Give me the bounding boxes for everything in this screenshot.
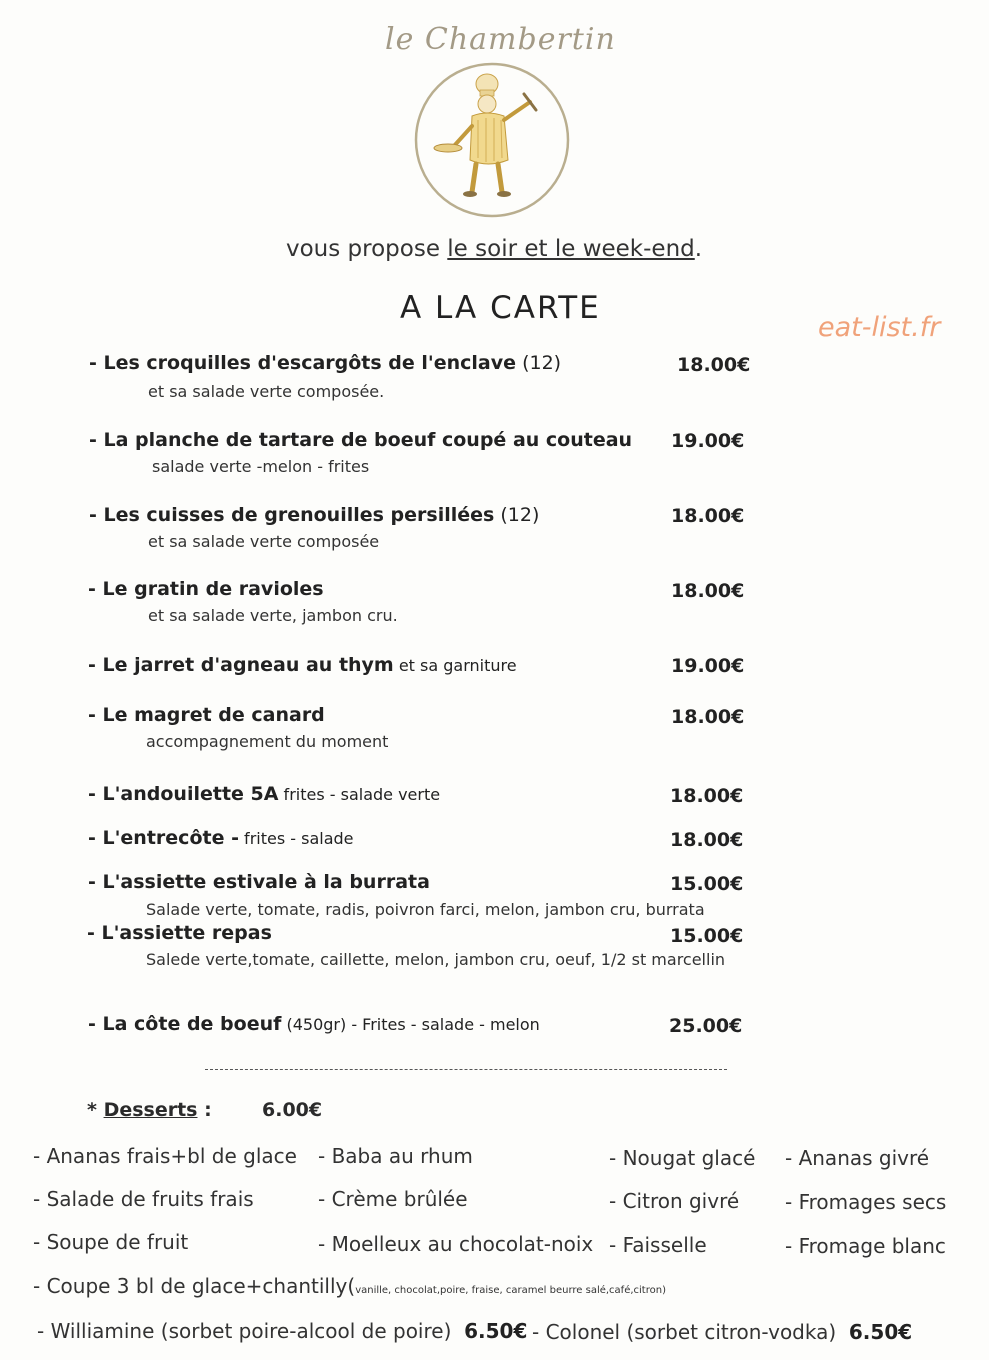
menu-item-name: - Le gratin de ravioles xyxy=(88,578,324,600)
menu-item-price: 18.00€ xyxy=(671,706,745,728)
menu-item-name: - La planche de tartare de boeuf coupé au couteau xyxy=(89,429,633,451)
menu-item-price: 25.00€ xyxy=(669,1015,743,1037)
dessert-item: - Citron givré xyxy=(609,1189,740,1213)
menu-heading: A LA CARTE xyxy=(400,290,601,326)
menu-item-name: - L'assiette estivale à la burrata xyxy=(88,871,430,893)
menu-item-price: 18.00€ xyxy=(671,505,745,527)
dessert-item: - Moelleux au chocolat-noix xyxy=(318,1232,594,1256)
menu-item-desc: et sa salade verte composée xyxy=(148,532,380,551)
restaurant-logo-text: le Chambertin xyxy=(385,22,616,57)
menu-item-desc: Salade verte, tomate, radis, poivron farci, melon, jambon cru, burrata xyxy=(146,900,705,919)
menu-item-price: 15.00€ xyxy=(670,925,744,947)
dessert-item: - Baba au rhum xyxy=(318,1144,473,1168)
menu-item-price: 18.00€ xyxy=(671,580,745,602)
menu-item-name: - L'assiette repas xyxy=(87,922,272,944)
dessert-item: - Fromages secs xyxy=(785,1190,947,1214)
dessert-colonel: - Colonel (sorbet citron-vodka) 6.50€ xyxy=(532,1320,913,1344)
menu-item-desc: Salede verte,tomate, caillette, melon, jambon cru, oeuf, 1/2 st marcellin xyxy=(146,950,726,969)
dessert-item: - Crème brûlée xyxy=(318,1187,468,1211)
dessert-item: - Fromage blanc xyxy=(785,1234,946,1258)
dessert-item: - Nougat glacé xyxy=(609,1146,756,1170)
menu-item-price: 18.00€ xyxy=(677,354,751,376)
menu-item-desc: et sa salade verte composée. xyxy=(148,382,385,401)
menu-item-desc: accompagnement du moment xyxy=(146,732,389,751)
dessert-coupe: - Coupe 3 bl de glace+chantilly(vanille, chocolat,poire, fraise, caramel beurre salé,café,citron) xyxy=(33,1274,666,1298)
menu-item-desc: salade verte -melon - frites xyxy=(152,457,370,476)
dessert-item: - Ananas frais+bl de glace xyxy=(33,1144,297,1168)
dessert-item: - Salade de fruits frais xyxy=(33,1187,254,1211)
menu-item-name: - La côte de boeuf (450gr) - Frites - salade - melon xyxy=(88,1013,540,1035)
dessert-item: - Faisselle xyxy=(609,1233,707,1257)
desserts-title: * Desserts : xyxy=(87,1099,212,1121)
menu-item-price: 18.00€ xyxy=(670,829,744,851)
menu-item-name: - Le jarret d'agneau au thym et sa garniture xyxy=(88,654,517,676)
menu-item-price: 19.00€ xyxy=(671,655,745,677)
menu-item-name: - L'entrecôte - frites - salade xyxy=(88,827,354,849)
dessert-williamine: - Williamine (sorbet poire-alcool de poire) 6.50€ xyxy=(37,1319,528,1343)
menu-item-price: 15.00€ xyxy=(670,873,744,895)
menu-item-name: - Le magret de canard xyxy=(88,704,325,726)
menu-item-desc: et sa salade verte, jambon cru. xyxy=(148,606,398,625)
dessert-item: - Soupe de fruit xyxy=(33,1230,189,1254)
menu-item-price: 18.00€ xyxy=(670,785,744,807)
menu-item-price: 19.00€ xyxy=(671,430,745,452)
tagline: vous propose le soir et le week-end. xyxy=(286,236,703,262)
watermark: eat-list.fr xyxy=(818,312,941,343)
chef-medallion-logo xyxy=(412,60,572,224)
section-divider xyxy=(205,1069,727,1070)
menu-item-name: - L'andouilette 5A frites - salade verte xyxy=(88,783,441,805)
menu-item-name: - Les croquilles d'escargôts de l'enclave (12) xyxy=(89,352,562,374)
menu-item-name: - Les cuisses de grenouilles persillées (12) xyxy=(89,504,540,526)
dessert-item: - Ananas givré xyxy=(785,1146,930,1170)
desserts-price: 6.00€ xyxy=(262,1099,323,1121)
